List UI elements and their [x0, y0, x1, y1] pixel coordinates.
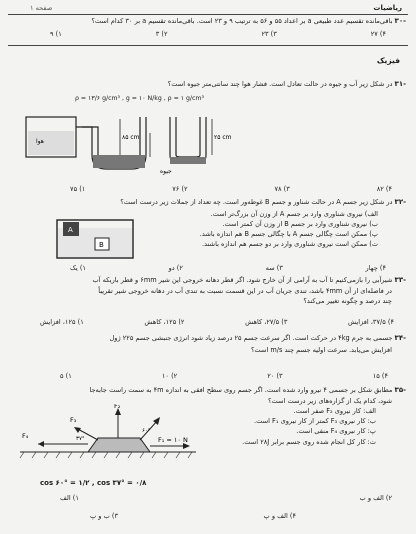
option-2[interactable]: ۲) الف و ب — [359, 494, 392, 502]
statement-a: الف) نیروی شناوری وارد بر جسم A از وزن آن بزرگ‌تر است. — [210, 209, 378, 218]
dimension-label-1: ۸۵ cm — [122, 134, 140, 141]
page-label: صفحه ۱ — [30, 4, 53, 12]
statement-c: پ) ممکن است چگالی جسم A با چگالی جسم B هم اندازه باشد. — [199, 230, 378, 239]
question-number: -۳۲ — [394, 198, 406, 206]
section-divider — [8, 45, 408, 46]
question-text: در شکل زیر آب و جیوه در حالت تعادل است. فشار هوا چند سانتی‌متر جیوه است؟ — [167, 80, 393, 88]
option-4[interactable]: ۴) ۸۲ — [376, 185, 392, 193]
answer-options — [30, 30, 406, 38]
question-line-1: شیرآبی را بازمی‌کنیم تا آب به آرامی از آن خارج شود. اگر قطر دهانه خروجی این شیر ۶mm و قطر باریکه آب — [92, 276, 393, 284]
option-3[interactable]: ۳) ۲۳ — [261, 29, 277, 38]
cosine-formula: cos ۶۰° = ۱/۲ , cos ۳۷° = ۰/۸ — [40, 479, 147, 487]
question-31 — [30, 80, 406, 89]
option-1[interactable]: ۱) ۱۲۵، افزایش — [40, 318, 84, 326]
given-constants: ρ = ۱۳/۶ g/cm³ , g = ۱۰ N/kg , ρ = ۱ g/cm³ — [75, 95, 204, 102]
answer-options — [40, 318, 394, 326]
question-text: در شکل زیر جسم A در حالت شناور و جسم B غوطه‌ور است. چه تعداد از جملات زیر درست است؟ — [120, 198, 393, 206]
statement-d: ت: کار کل انجام شده روی جسم برابر ۲۸J است. — [242, 437, 376, 446]
question-number: -۳۳ — [394, 276, 406, 284]
question-number: -۳۱ — [394, 80, 406, 88]
option-3[interactable]: ۳) ۷۸ — [274, 185, 290, 193]
answer-options — [70, 185, 392, 193]
buoyancy-figure — [55, 218, 135, 264]
force-f4-label: F₄ — [22, 432, 29, 440]
forces-figure — [18, 404, 198, 466]
statement-c: پ: کار نیروی F₄ منفی است. — [296, 427, 376, 436]
statement-b: ب: کار نیروی F₃ کمتر از کار نیروی F₁ است. — [254, 417, 376, 426]
header-divider — [8, 14, 408, 15]
question-line-1: مطابق شکل بر جسمی ۴ نیرو وارد شده است. اگر جسم روی سطح افقی به اندازه ۴m به سمت راست جابه‌جا — [89, 386, 393, 394]
question-line-1: جسمی به جرم ۴kg در حرکت است. اگر سرعت جسم ۲۵ درصد زیاد شود انرژی جنبشی جسم ۲۲۵ ژول — [109, 334, 393, 342]
question-line-2: افزایش می‌یابد. سرعت اولیه جسم چند m/s است؟ — [250, 345, 392, 354]
option-4[interactable]: ۴) چهار — [365, 264, 386, 272]
subject-title: ریاضیات — [373, 4, 402, 12]
manometer-figure — [20, 105, 235, 179]
answer-options-row-1 — [60, 494, 392, 502]
option-4[interactable]: ۴) الف و پ — [263, 512, 296, 520]
object-a-label: A — [68, 226, 73, 234]
answer-options — [60, 372, 388, 380]
question-line-2: در فاصله‌ای از آن ۴mm باشد، تندی جریان آب در این قسمت نسبت به تندی آب در دهانه خروجی شیر تقریباً — [98, 286, 392, 295]
dimension-label-2: ۲۵ cm — [214, 134, 232, 141]
question-text: باقی‌مانده تقسیم عدد طبیعی a بر اعداد ۵۵ و ۵۶ به ترتیب ۹ و ۲۳ است. باقی‌مانده تقسیم a بر ۳۰ کدام است؟ — [91, 17, 393, 25]
option-3[interactable]: ۳) ۲۰ — [267, 372, 283, 380]
question-number: -۳۵ — [394, 386, 406, 394]
object-b-label: B — [99, 241, 104, 249]
mercury-label: جیوه — [160, 168, 172, 175]
force-f3-label: F₃ — [70, 416, 77, 424]
option-2[interactable]: ۲) ۳ — [155, 29, 168, 38]
option-2[interactable]: ۲) دو — [168, 264, 183, 272]
answer-options — [70, 264, 386, 272]
option-1[interactable]: ۱) ۵ — [60, 372, 72, 380]
statement-b: ب) نیروی شناوری وارد بر جسم B از وزن آن کمتر است. — [222, 219, 378, 228]
option-1[interactable]: ۱) الف — [60, 494, 79, 502]
option-4[interactable]: ۴) ۱۵ — [372, 372, 388, 380]
force-f2-label: F₂ — [114, 404, 121, 410]
option-1[interactable]: ۱) ۹ — [50, 29, 62, 38]
question-number: -۳۴ — [394, 334, 406, 342]
question-34 — [22, 334, 406, 354]
answer-options-row-2 — [90, 512, 296, 520]
option-3[interactable]: ۳) ۲۷/۵، کاهش — [245, 318, 288, 326]
statement-a: الف: کار نیروی F₂ صفر است. — [293, 406, 376, 415]
question-line-3: چند درصد و چگونه تغییر می‌کند؟ — [303, 296, 392, 305]
option-3[interactable]: ۳) ب و پ — [90, 512, 119, 520]
option-3[interactable]: ۳) سه — [265, 264, 283, 272]
option-4[interactable]: ۴) ۳۷/۵، افزایش — [348, 318, 394, 326]
question-33 — [22, 276, 406, 305]
angle-60-label: ۶۰° — [142, 428, 151, 434]
gas-label: هوا — [36, 138, 44, 145]
statement-d: ت) ممکن است نیروی شناوری وارد بر دو جسم هم اندازه باشند. — [202, 240, 378, 249]
question-number: -۳۰ — [394, 17, 406, 25]
option-2[interactable]: ۲) ۱۲۵، کاهش — [144, 318, 185, 326]
force-f1-label: F₁ = ۱۰ N — [158, 436, 188, 444]
question-line-2: شود، کدام یک از گزاره‌های زیر درست است؟ — [268, 396, 392, 405]
option-2[interactable]: ۲) ۱۰ — [161, 372, 178, 380]
option-1[interactable]: ۱) یک — [70, 264, 86, 272]
angle-37-label: ۳۷° — [76, 436, 85, 442]
section-title: فیزیک — [376, 56, 400, 65]
question-30 — [30, 17, 406, 38]
option-4[interactable]: ۴) ۲۷ — [370, 29, 386, 38]
option-1[interactable]: ۱) ۷۵ — [70, 185, 86, 193]
option-2[interactable]: ۲) ۷۶ — [172, 185, 188, 193]
